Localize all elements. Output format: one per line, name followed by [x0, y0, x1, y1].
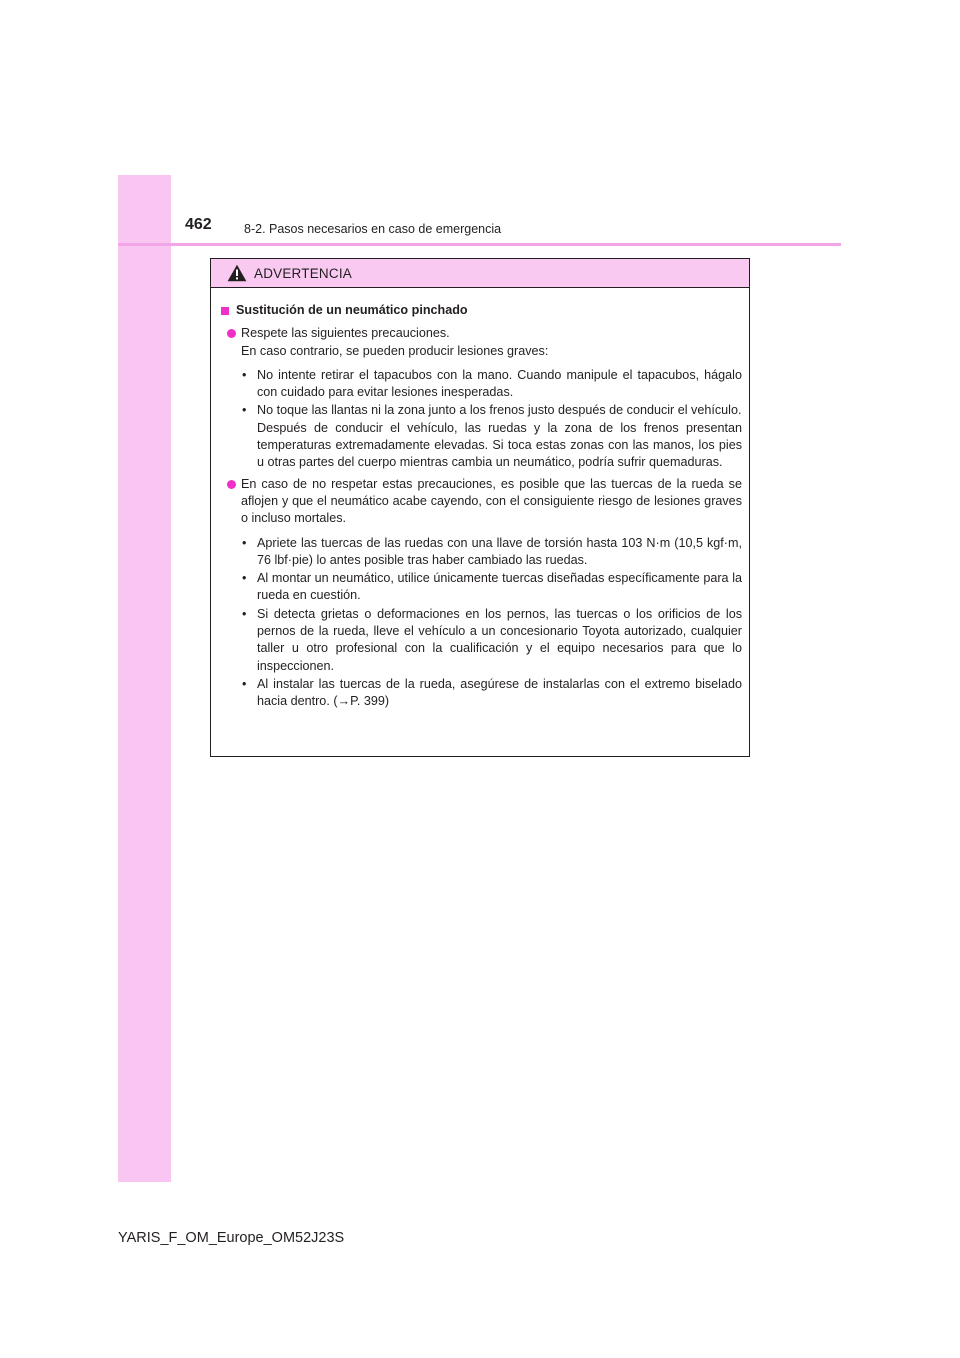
bullet-dot-icon: •	[242, 367, 247, 382]
bullet-dot-icon: •	[242, 606, 247, 621]
bullet-list	[241, 535, 742, 711]
warning-header	[211, 259, 749, 288]
bullet-item	[241, 402, 742, 471]
document-code: YARIS_F_OM_Europe_OM52J23S	[118, 1230, 345, 1246]
bullet-item	[241, 367, 742, 402]
warning-point	[221, 476, 742, 528]
warning-body	[211, 288, 749, 711]
header-rule	[118, 243, 841, 246]
bullet-text: No toque las llantas ni la zona junto a los frenos justo después de conducir el vehículo.	[257, 403, 742, 418]
point-text: En caso de no respetar estas precauciones, es posible que las tuercas de la rueda se aflojen y que el neumático acabe cayendo, con el consiguiente riesgo de lesiones graves o incluso mortales.	[241, 476, 742, 526]
bullet-dot-icon: •	[242, 535, 247, 550]
bullet-dot-icon: •	[242, 403, 247, 418]
warning-point	[221, 325, 742, 360]
section-title: 8-2. Pasos necesarios en caso de emergencia	[244, 222, 502, 236]
bullet-text: Después de conducir el vehículo, las ruedas y la zona de los frenos presentan temperaturas extremadamente elevadas. Si toca estas zonas con las manos, los pies u otras partes del cuerpo mientras cambia un neumático, podría sufrir quemaduras.	[257, 420, 742, 470]
bullet-item	[241, 676, 742, 711]
point-text: En caso contrario, se pueden producir lesiones graves:	[241, 343, 549, 358]
warning-points	[221, 325, 742, 710]
bullet-text: Apriete las tuercas de las ruedas con una llave de torsión hasta 103 N·m (10,5 kgf·m, 76 lbf·pie) lo antes posible tras haber cambiado las ruedas.	[257, 535, 742, 567]
subheading-text: Sustitución de un neumático pinchado	[236, 303, 468, 317]
square-bullet-icon	[221, 307, 229, 315]
warning-title: ADVERTENCIA	[254, 265, 352, 281]
point-text: Respete las siguientes precauciones.	[241, 326, 450, 341]
warning-triangle-icon	[227, 264, 247, 282]
side-tab-strip	[118, 175, 171, 1182]
bullet-item	[241, 606, 742, 675]
bullet-item	[241, 570, 742, 605]
bullet-text: Si detecta grietas o deformaciones en los pernos, las tuercas o los orificios de los pernos de la rueda, lleve el vehículo a un concesionario Toyota autorizado, cualquier taller u otro profesional con la cualificación y el equipo necesarios para que lo inspeccionen.	[257, 606, 742, 673]
bullet-dot-icon: •	[242, 571, 247, 586]
bullet-dot-icon: •	[242, 676, 247, 691]
circle-bullet-icon	[227, 329, 236, 338]
bullet-text: No intente retirar el tapacubos con la mano. Cuando manipule el tapacubos, hágalo con cuidado para evitar lesiones inesperadas.	[257, 367, 742, 400]
warning-box	[210, 258, 750, 757]
bullet-text: Al montar un neumático, utilice únicamente tuercas diseñadas específicamente para la rueda en cuestión.	[257, 571, 742, 603]
circle-bullet-icon	[227, 480, 236, 489]
page-number: 462	[185, 216, 212, 233]
warning-subheading	[221, 302, 742, 319]
bullet-item	[241, 535, 742, 570]
bullet-list	[241, 367, 742, 472]
bullet-text: Al instalar las tuercas de la rueda, asegúrese de instalarlas con el extremo biselado hacia dentro. (→P. 399)	[257, 676, 742, 709]
